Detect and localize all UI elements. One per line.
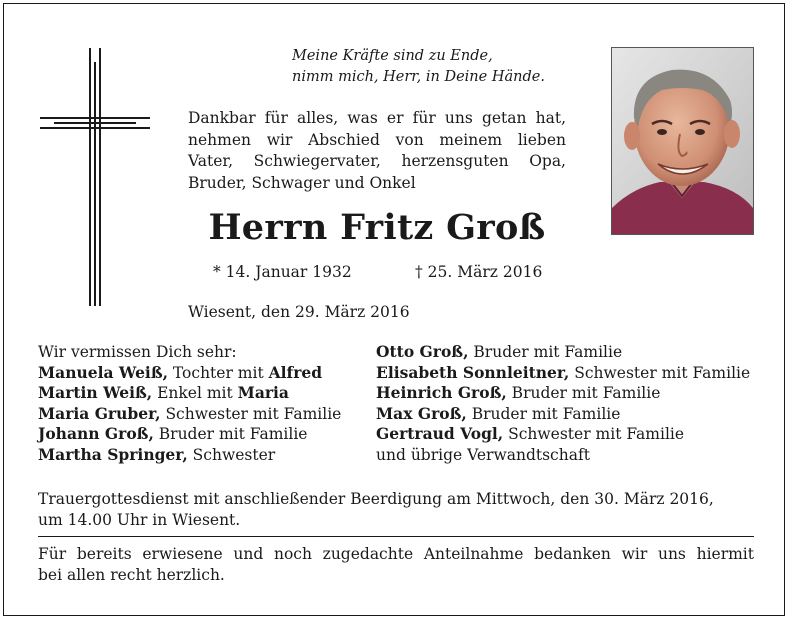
thanks-line: bei allen recht herzlich. [38, 566, 225, 584]
mourner-line: und übrige Verwandtschaft [376, 445, 590, 464]
bible-verse [292, 46, 545, 88]
deceased-name: Herrn Fritz Groß [208, 207, 546, 248]
intro-text [188, 108, 566, 194]
verse-line: Meine Kräfte sind zu Ende, [292, 48, 493, 64]
mourner-line: Gertraud Vogl, Schwester mit Familie [376, 424, 685, 443]
intro-line: Bruder, Schwager und Onkel [188, 173, 416, 192]
cross-icon [40, 48, 152, 308]
intro-line: Vater, Schwiegervater, herzensguten Opa, [188, 152, 566, 170]
mourner-line: Otto Groß, Bruder mit Familie [376, 342, 623, 361]
service-line: Trauergottesdienst mit anschließender Beerdigung am Mittwoch, den 30. März 2016, [38, 490, 714, 508]
mourner-line: Elisabeth Sonnleitner, Schwester mit Familie [376, 362, 751, 382]
divider [38, 536, 754, 537]
intro-line: Dankbar für alles, was er für uns getan hat, [188, 109, 566, 127]
mourners-left-column [38, 342, 341, 465]
mourners-right-column [376, 342, 750, 465]
mourner-line: Maria Gruber, Schwester mit Familie [38, 403, 342, 423]
mourner-line: Martin Weiß, Enkel mit Maria [38, 383, 289, 402]
place-and-date: Wiesent, den 29. März 2016 [188, 303, 410, 321]
mourner-line: Max Groß, Bruder mit Familie [376, 403, 621, 423]
mourner-line: Manuela Weiß, Tochter mit Alfred [38, 362, 323, 382]
mourner-line: Johann Groß, Bruder mit Familie [38, 424, 308, 443]
funeral-service-info [38, 489, 754, 531]
intro-line: nehmen wir Abschied von meinem lieben [188, 130, 566, 149]
thanks-line: Für bereits erwiesene und noch zugedachte Anteilnahme bedanken wir uns hiermit [38, 545, 754, 563]
mourner-line: Wir vermissen Dich sehr: [38, 343, 237, 361]
service-line: um 14.00 Uhr in Wiesent. [38, 511, 241, 529]
mourner-line: Martha Springer, Schwester [38, 444, 276, 464]
mourner-line: Heinrich Groß, Bruder mit Familie [376, 383, 661, 402]
portrait-image [612, 48, 753, 234]
verse-line: nimm mich, Herr, in Deine Hände. [292, 69, 545, 85]
portrait-photo [611, 47, 754, 235]
birth-date: * 14. Januar 1932 [213, 263, 352, 281]
thanks-text [38, 544, 754, 586]
death-date: † 25. März 2016 [415, 263, 543, 281]
obituary-notice [3, 3, 785, 616]
